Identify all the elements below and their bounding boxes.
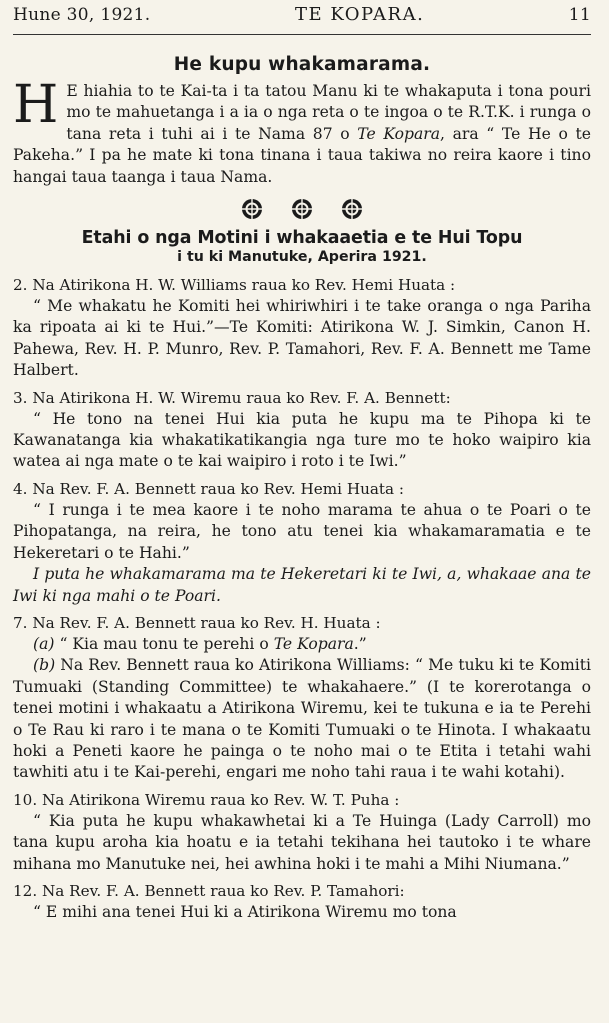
running-header	[13, 0, 591, 32]
notice-body-italic: Te Kopara	[357, 124, 441, 143]
motion-heading: 4. Na Rev. F. A. Bennett raua ko Rev. Hemi Huata :	[13, 479, 405, 498]
motions-subtitle: i tu ki Manutuke, Aperira 1921.	[177, 249, 427, 266]
motion-12	[13, 881, 591, 923]
issue-date: Hune 30, 1921.	[13, 5, 151, 25]
motion-4	[13, 479, 591, 607]
notice-paragraph	[13, 75, 591, 188]
notice-body-post: , ara “ Te He o te Pakeha.” I pa he mate ki tona tinana i taua takiwa no reira kaore i tino hangai taua taanga i taua Nama.	[13, 124, 591, 186]
motion-heading: 2. Na Atirikona H. W. Williams raua ko Rev. Hemi Huata :	[13, 276, 456, 295]
clause-a-italic: Te Kopara	[273, 634, 354, 653]
motion-body: “ Me whakatu he Komiti hei whiriwhiri i te take oranga o nga Pariha ka ripoata ai ki te Hui.”—Te Komiti: Atirikona W. J. Simkin, Canon H. Pahewa, Rev. H. P. Munro, Rev. P. Tamahori, Rev. F. A. Bennett me Tame Halbert.	[13, 297, 591, 380]
motion-body: “ He tono na tenei Hui kia puta he kupu ma te Pihopa ki te Kawanatanga kia whakatikatikangia nga ture mo te hoko waipiro kia watea ai nga mate o te kai waipiro i roto i te Iwi.”	[13, 409, 591, 471]
motion-clause-a	[13, 634, 591, 655]
clause-a-post: .”	[353, 634, 367, 653]
motions-title: Etahi o nga Motini i whakaaetia e te Hui Topu	[81, 228, 523, 249]
motion-7	[13, 613, 591, 784]
motion-heading: 12. Na Rev. F. A. Bennett raua ko Rev. P. Tamahori:	[13, 881, 405, 900]
notice-body-pre: E hiahia to te Kai-ta i ta tatou Manu ki te whakaputa i tona pouri mo te mahuetanga i a ia o nga reta o te ingoa o te R.T.K. i runga o tana reta i tuhi ai i te Nama 87 o	[66, 82, 591, 143]
drop-cap: H	[13, 75, 59, 135]
motion-body: “ E mihi ana tenei Hui ki a Atirikona Wiremu mo tona	[33, 902, 457, 921]
notice-title: He kupu whakamarama.	[173, 54, 431, 75]
motion-body: “ Kia puta he kupu whakawhetai ki a Te Huinga (Lady Carroll) mo tana kupu aroha kia hoatu e ia tetahi tekihana hei tautoko i te whare mihana mo Manutuke nei, hei awhina hoki i te mahi a Mihi Niumana.”	[13, 811, 591, 873]
flower-ornament-icon	[291, 198, 313, 220]
publication-title: TE KOPARA.	[294, 4, 425, 25]
motion-10	[13, 790, 591, 875]
motion-heading: 10. Na Atirikona Wiremu raua ko Rev. W. T. Puha :	[13, 790, 400, 809]
header-rule	[13, 34, 591, 35]
motion-note: I puta he whakamarama ma te Hekeretari ki te Iwi, a, whakaae ana te Iwi ki nga mahi o te Poari.	[13, 565, 591, 605]
clause-label: (a)	[33, 634, 55, 653]
ornament-row	[13, 198, 591, 220]
motion-heading: 7. Na Rev. F. A. Bennett raua ko Rev. H. Huata :	[13, 613, 381, 632]
motion-3	[13, 388, 591, 473]
motion-heading: 3. Na Atirikona H. W. Wiremu raua ko Rev. F. A. Bennett:	[13, 388, 451, 407]
clause-label: (b)	[33, 656, 56, 675]
clause-a-pre: “ Kia mau tonu te perehi o	[59, 634, 274, 653]
motion-2	[13, 275, 591, 382]
motion-body: “ I runga i te mea kaore i te noho marama te ahua o te Poari o te Pihopatanga, na reira, he tono atu tenei kia whakamaramatia e te Hekeretari o te Hahi.”	[13, 500, 591, 562]
flower-ornament-icon	[341, 198, 363, 220]
page-number: 11	[568, 5, 591, 25]
flower-ornament-icon	[241, 198, 263, 220]
clause-b-body: Na Rev. Bennett raua ko Atirikona Williams: “ Me tuku ki te Komiti Tumuaki (Standing Committee) te whakahaere.” (I te korerotanga o tenei motini i whakaatu a Atirikona Wiremu, kei te tukuna e ia te Perehi o Te Rau ki raro i te mana o te Komiti Tumuaki o te Hinota. I whakaatu hoki a Peneti kaore he painga o te noho mai o te Etita i tetahi wahi tawhiti atu i te Kai-perehi, engari me noho tahi raua i te wahi kotahi).	[13, 656, 591, 782]
motion-clause-b	[13, 655, 591, 783]
